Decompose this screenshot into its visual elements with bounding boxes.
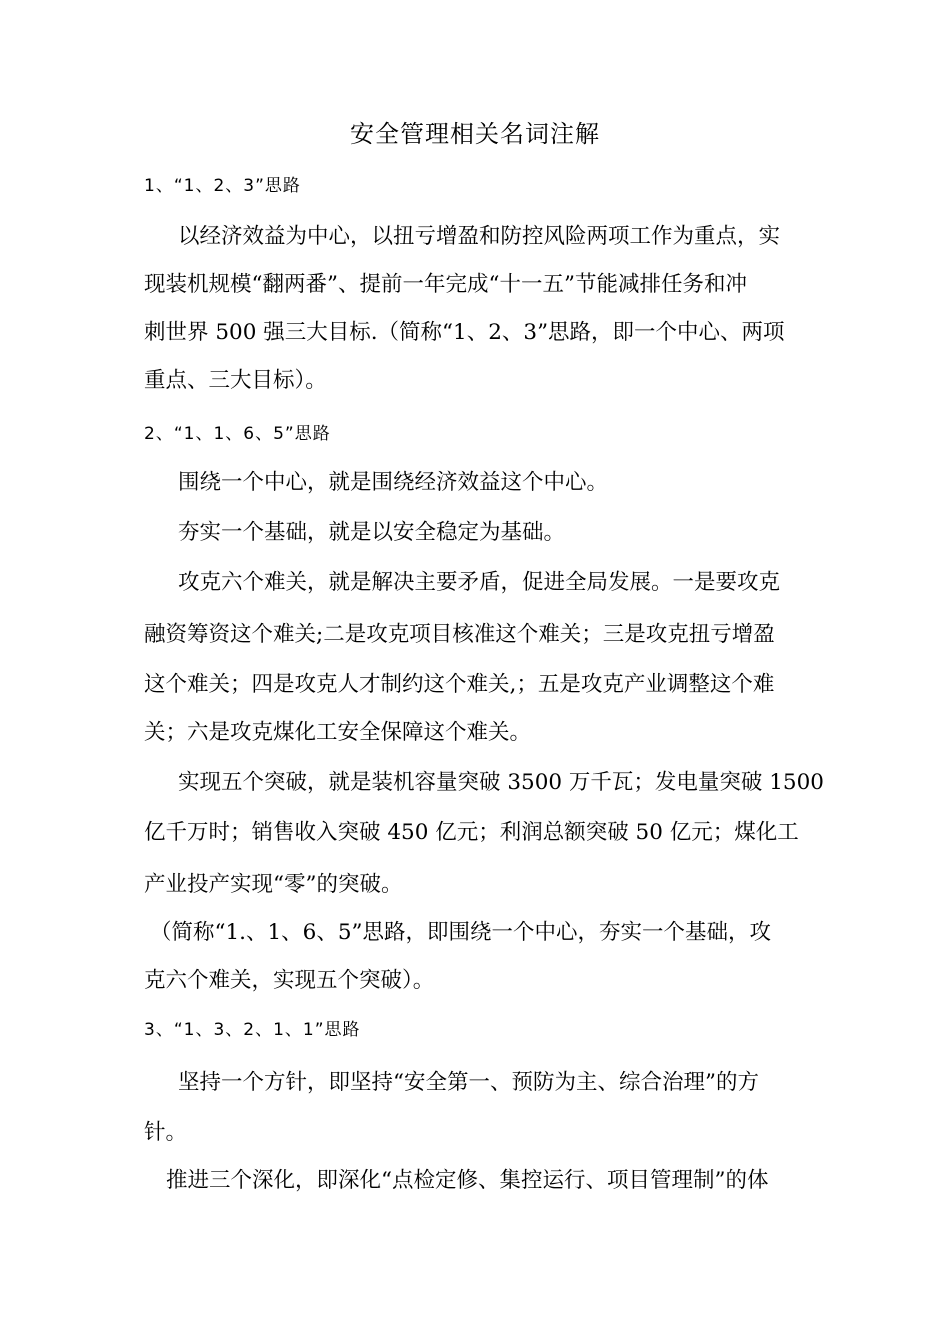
section-heading-2: 2、“1、1、6、5”思路 [144,424,331,444]
paragraph-line: 攻克六个难关，就是解决主要矛盾，促进全局发展。一是要攻克 [178,570,781,595]
paragraph-line: 刺世界 500 强三大目标.（简称“1、2、3”思路，即一个中心、两项 [144,320,785,345]
paragraph-line: 现装机规模“翻两番”、提前一年完成“十一五”节能减排任务和冲 [144,272,747,297]
paragraph-line: 夯实一个基础，就是以安全稳定为基础。 [178,520,566,545]
paragraph-line: 亿千万时；销售收入突破 450 亿元；利润总额突破 50 亿元；煤化工 [144,820,799,845]
paragraph-line: 围绕一个中心，就是围绕经济效益这个中心。 [178,470,609,495]
paragraph-line: 关；六是攻克煤化工安全保障这个难关。 [144,720,532,745]
paragraph-line: （简称“1.、1、6、5”思路，即围绕一个中心，夯实一个基础，攻 [150,920,772,945]
paragraph-line: 实现五个突破，就是装机容量突破 3500 万千瓦；发电量突破 1500 [178,770,824,795]
paragraph-line: 融资筹资这个难关;二是攻克项目核准这个难关；三是攻克扭亏增盈 [144,622,775,647]
document-title: 安全管理相关名词注解 [350,120,600,148]
paragraph-line: 重点、三大目标）。 [144,368,327,393]
paragraph-line: 这个难关；四是攻克人才制约这个难关,；五是攻克产业调整这个难 [144,672,775,697]
paragraph-line: 推进三个深化，即深化“点检定修、集控运行、项目管理制”的体 [166,1168,769,1193]
paragraph-line: 克六个难关，实现五个突破）。 [144,968,435,993]
paragraph-line: 针。 [144,1120,188,1145]
section-heading-1: 1、“1、2、3”思路 [144,176,301,196]
paragraph-line: 以经济效益为中心，以扭亏增盈和防控风险两项工作为重点，实 [178,224,781,249]
paragraph-line: 产业投产实现“零”的突破。 [144,872,403,897]
section-heading-3: 3、“1、3、2、1、1”思路 [144,1020,361,1040]
paragraph-line: 坚持一个方针，即坚持“安全第一、预防为主、综合治理”的方 [178,1070,759,1095]
